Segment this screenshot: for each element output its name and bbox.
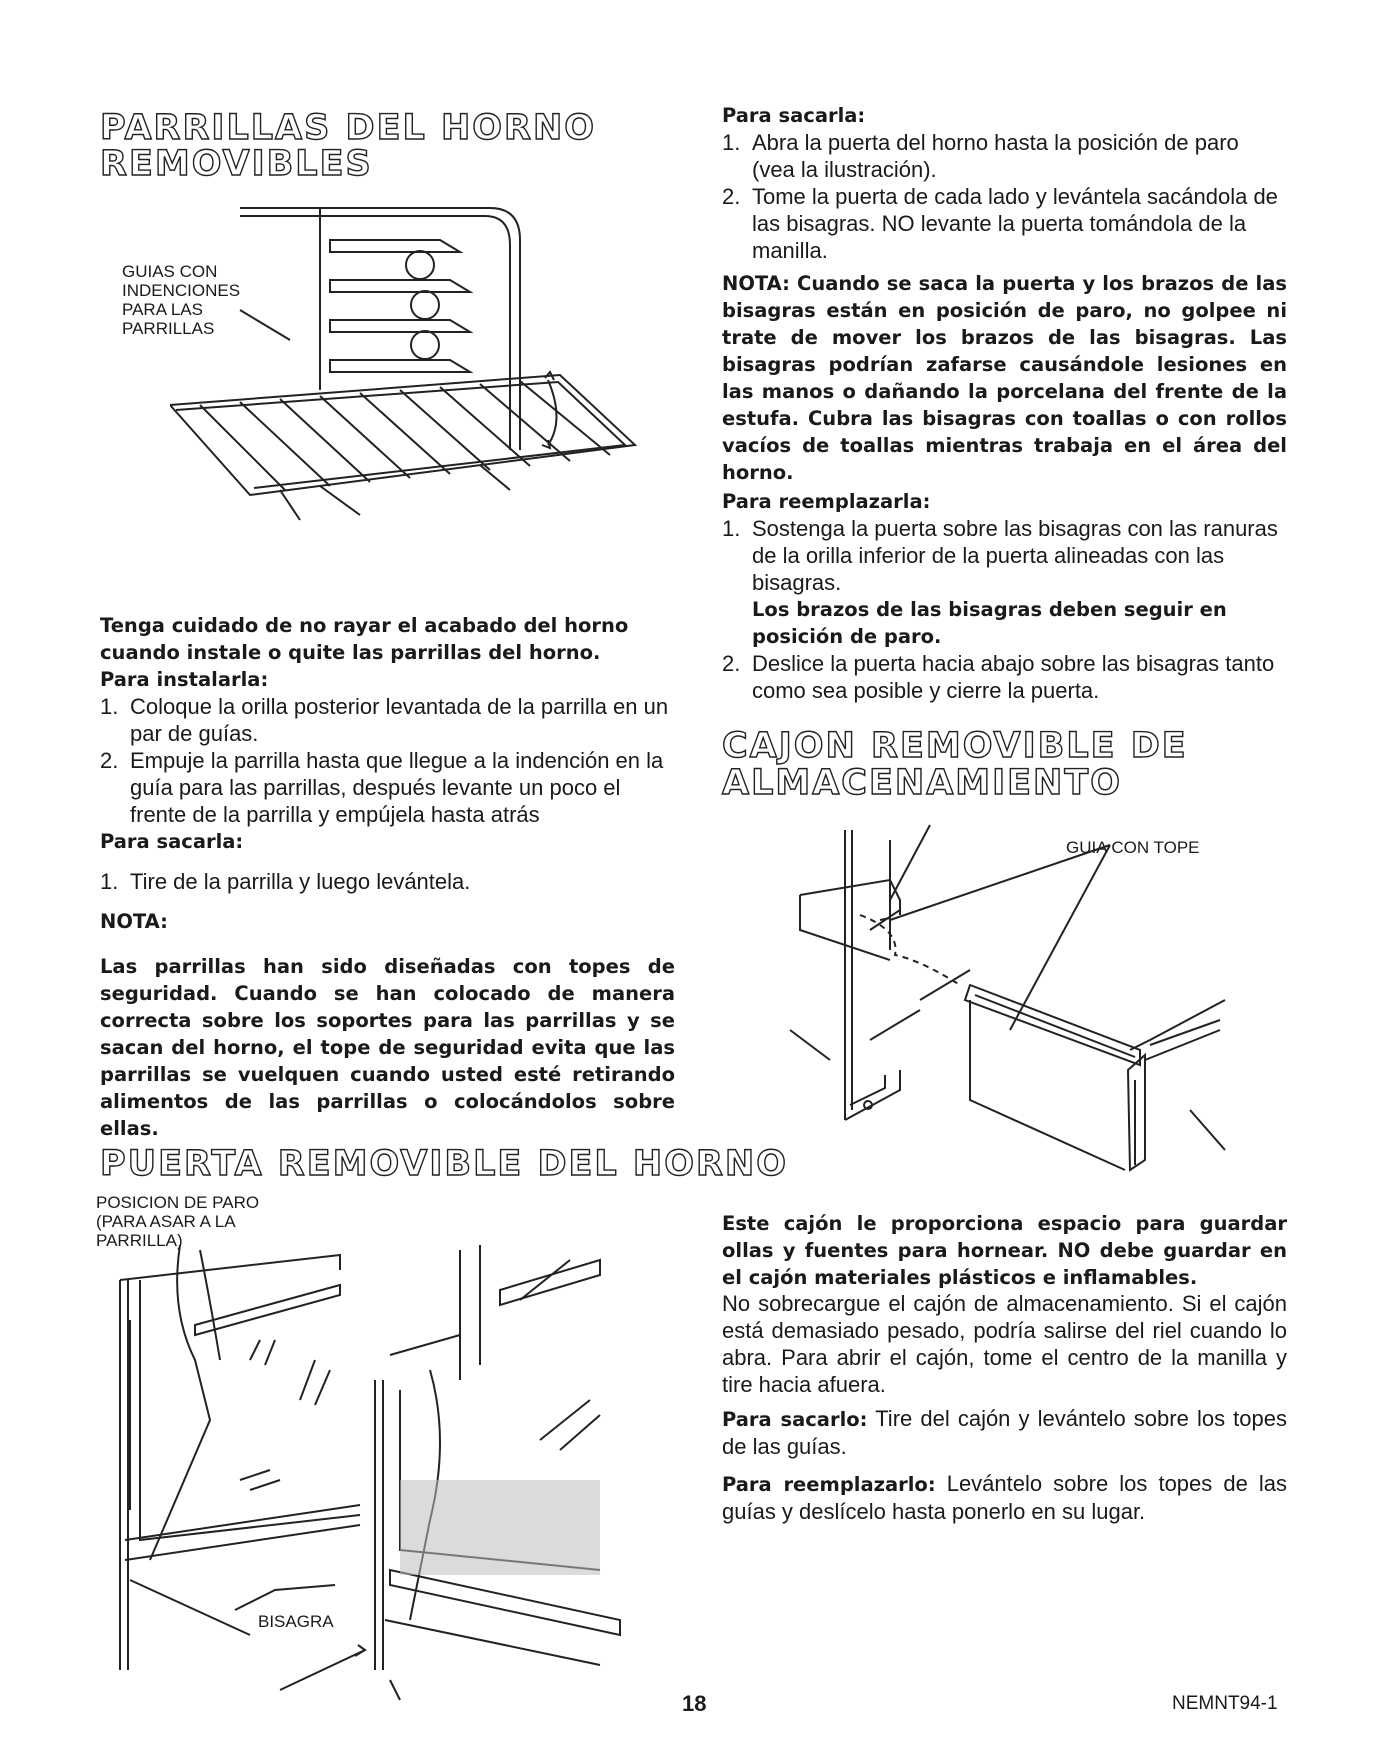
step-number: 1. — [722, 516, 741, 541]
door-remove-step-1 — [722, 129, 1287, 183]
nota-heading: NOTA: — [100, 910, 168, 933]
drawer-remove-text: Tire del cajón y levántelo sobre los topes de las guías. — [722, 1406, 1287, 1459]
step-number: 1. — [722, 130, 741, 155]
oven-rack-illustration — [170, 190, 670, 590]
drawer-remove — [722, 1405, 1287, 1460]
door-remove-heading: Para sacarla: — [722, 104, 866, 127]
step-text: Deslice la puerta hacia abajo sobre las bisagras tanto como sea posible y cierre la puerta. — [752, 651, 1275, 703]
fig-rack-guides-label: GUIAS CON INDENCIONES PARA LAS PARRILLAS — [122, 262, 241, 338]
door-remove-step-2 — [722, 183, 1287, 264]
step-number: 1. — [100, 869, 119, 894]
door-replace-heading: Para reemplazarla: — [722, 490, 931, 513]
drawer-replace-heading: Para reemplazarlo: — [722, 1473, 936, 1496]
section-title-racks-line1: PARRILLAS DEL HORNO — [100, 108, 597, 148]
section-title-door: PUERTA REMOVIBLE DEL HORNO — [100, 1144, 788, 1184]
drawer-remove-heading: Para sacarlo: — [722, 1408, 868, 1431]
drawer-replace-text: Levántelo sobre los topes de las guías y deslícelo hasta ponerlo en su lugar. — [722, 1471, 1287, 1524]
step-text: Abra la puerta del horno hasta la posición de paro (vea la ilustración). — [752, 130, 1239, 182]
nota-racks-text: Las parrillas han sido diseñadas con topes de seguridad. Cuando se han colocado de manera correcta sobre los soportes para las parrillas y se sacan del horno, el tope de seguridad evita que las parrillas se vuelquen cuando usted esté retirando alimentos de las parrillas o colocándolos sobre ellas. — [100, 955, 675, 1140]
page-number: 18 — [682, 1691, 707, 1716]
drawer-replace — [722, 1470, 1287, 1525]
door-nota-text: NOTA: Cuando se saca la puerta y los brazos de las bisagras están en posición de paro, no golpee ni trate de mover los brazos de las bisagras. Las bisagras podrían zafarse causándole lesiones en las manos o dañando la porcelana del frente de la estufa. Cubra las bisagras con toallas o con rollos vacíos de toallas mientras trabaja en el área del horno. — [722, 272, 1287, 484]
storage-drawer-illustration — [770, 820, 1250, 1200]
oven-door-illustration — [100, 1240, 690, 1710]
document-code: NEMNT94-1 — [1172, 1693, 1278, 1714]
fig-drawer-guide-label: GUIA CON TOPE — [1066, 838, 1200, 857]
drawer-text: No sobrecargue el cajón de almacenamiento. Si el cajón está demasiado pesado, podría salirse del riel cuando lo abra. Para abrir el cajón, tome el centro de la manilla y tire hacia afuera. — [722, 1291, 1287, 1397]
step-number: 2. — [722, 651, 741, 676]
install-step-1 — [100, 693, 675, 747]
section-title-drawer-line1: CAJON REMOVIBLE DE — [722, 726, 1188, 766]
rack-warning: Tenga cuidado de no rayar el acabado del horno cuando instale o quite las parrillas del horno. — [100, 614, 629, 664]
install-heading: Para instalarla: — [100, 668, 269, 691]
step-number: 1. — [100, 694, 119, 719]
drawer-warning: Este cajón le proporciona espacio para guardar ollas y fuentes para hornear. NO debe guardar en el cajón materiales plásticos e inflamables. — [722, 1212, 1287, 1289]
step-bold-note: Los brazos de las bisagras deben seguir en posición de paro. — [752, 598, 1227, 648]
door-replace-step-2 — [722, 650, 1287, 704]
step-number: 2. — [100, 748, 119, 773]
step-text: Coloque la orilla posterior levantada de la parrilla en un par de guías. — [130, 694, 669, 746]
step-text: Tire de la parrilla y luego levántela. — [130, 869, 471, 894]
fig-door-stop-label: POSICION DE PARO (PARA ASAR A LA PARRILLA) — [96, 1193, 260, 1250]
remove-rack-heading: Para sacarla: — [100, 830, 244, 853]
door-replace-step-1 — [722, 515, 1287, 650]
section-title-drawer-line2: ALMACENAMIENTO — [722, 763, 1122, 803]
step-number: 2. — [722, 184, 741, 209]
fig-hinge-label: BISAGRA — [258, 1612, 334, 1631]
section-title-racks-line2: REMOVIBLES — [100, 144, 373, 184]
step-text: Sostenga la puerta sobre las bisagras con las ranuras de la orilla inferior de la puerta alineadas con las bisagras. — [752, 516, 1278, 595]
install-step-2 — [100, 747, 675, 828]
step-text: Tome la puerta de cada lado y levántela sacándola de las bisagras. NO levante la puerta tomándola de la manilla. — [752, 184, 1278, 263]
remove-rack-step-1 — [100, 868, 675, 895]
step-text: Empuje la parrilla hasta que llegue a la indención en la guía para las parrillas, después levante un poco el frente de la parrilla y empújela hasta atrás — [130, 748, 664, 827]
